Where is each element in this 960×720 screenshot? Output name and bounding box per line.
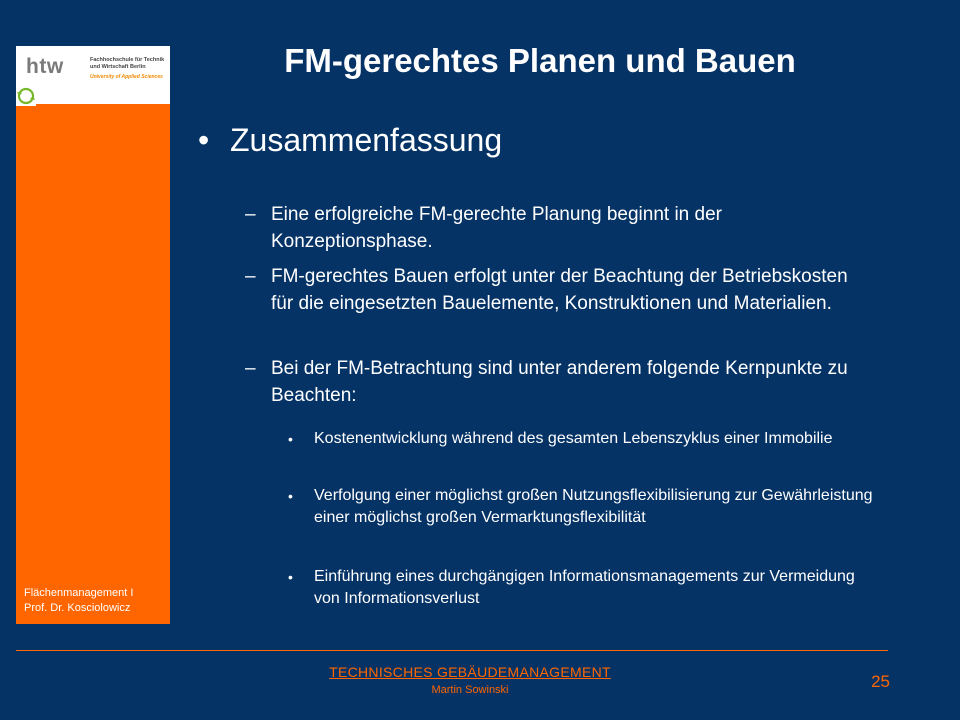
sub-bullet-item: [288, 566, 878, 610]
footer-author: Martin Sowinski: [431, 684, 509, 696]
dash-item-text: Bei der FM-Betrachtung sind unter anderem folgende Kernpunkte zu Beachten:: [271, 358, 848, 406]
htw-logo: [16, 46, 170, 104]
sub-bullet-item: [288, 428, 878, 450]
main-bullet-text: Zusammenfassung: [230, 122, 503, 158]
sidebar-course-info: [24, 586, 166, 616]
dash-item: [245, 201, 855, 255]
bullet-icon: •: [288, 431, 293, 447]
dash-item: [245, 263, 855, 317]
lecturer-name: Prof. Dr. Kosciolowicz: [24, 602, 131, 614]
bullet-icon: •: [198, 122, 210, 158]
dash-item-text: FM-gerechtes Bauen erfolgt unter der Beachtung der Betriebskosten für die eingesetzten Bauelemente, Konstruktionen und Materialien.: [271, 266, 848, 314]
dash-item: [245, 355, 855, 409]
bullet-icon: •: [288, 488, 293, 504]
course-name: Flächenmanagement I: [24, 587, 134, 599]
sub-bullet-item: [288, 485, 878, 529]
logo-subtitle: University of Applied Sciences: [90, 74, 163, 80]
logo-school-name: Fachhochschule für Technik und Wirtschaft Berlin: [90, 57, 165, 70]
dash-item-text: Eine erfolgreiche FM-gerechte Planung beginnt in der Konzeptionsphase.: [271, 204, 722, 252]
footer-divider: [16, 650, 888, 651]
page-number: 25: [871, 672, 890, 691]
sub-bullet-text: Verfolgung einer möglichst großen Nutzungsflexibilisierung zur Gewährleistung einer möglichst großen Vermarktungsflexibilität: [314, 487, 873, 526]
sidebar-panel: [16, 46, 170, 624]
logo-wordmark: htw: [26, 55, 64, 78]
recycle-icon: [16, 86, 36, 106]
footer-title: TECHNISCHES GEBÄUDEMANAGEMENT: [329, 664, 611, 680]
slide-title: FM-gerechtes Planen und Bauen: [284, 42, 796, 79]
dash-icon: –: [245, 266, 256, 287]
sub-bullet-text: Kostenentwicklung während des gesamten Lebenszyklus einer Immobilie: [314, 430, 833, 447]
sub-bullet-text: Einführung eines durchgängigen Informationsmanagements zur Vermeidung von Informationsverlust: [314, 568, 855, 607]
bullet-icon: •: [288, 569, 293, 585]
dash-icon: –: [245, 204, 256, 225]
dash-icon: –: [245, 358, 256, 379]
